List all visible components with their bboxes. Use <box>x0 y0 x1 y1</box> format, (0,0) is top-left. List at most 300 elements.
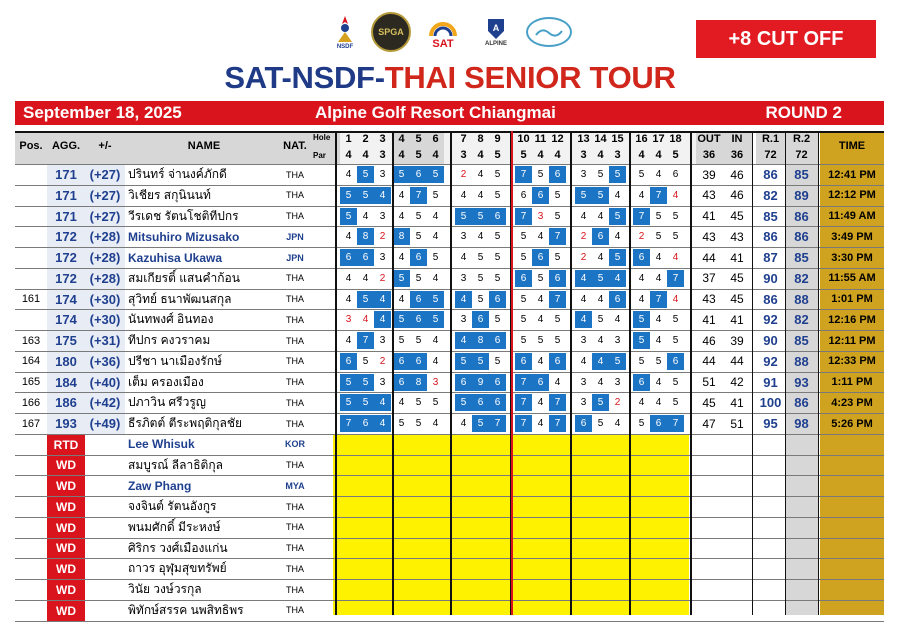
player-out-total: 51 <box>702 375 716 389</box>
hole-score: 5 <box>398 335 405 346</box>
hole-score: 5 <box>432 252 439 263</box>
player-nationality: THA <box>286 314 304 325</box>
hole-score: 6 <box>410 353 427 370</box>
player-nationality: MYA <box>285 480 305 491</box>
player-aggregate: 175 <box>55 333 77 348</box>
hole-score: 7 <box>340 415 357 432</box>
r2-par: 72 <box>795 149 808 161</box>
hole-score: 4 <box>460 189 467 201</box>
hole-score: 6 <box>515 270 532 287</box>
hole-par: 4 <box>477 149 484 161</box>
withdrawn-status: WD <box>47 601 85 621</box>
player-round1: 95 <box>763 416 778 431</box>
hole-score: 4 <box>477 189 484 201</box>
hole-score: 4 <box>655 314 662 326</box>
hole-score: 5 <box>537 335 544 346</box>
hole-par: 5 <box>672 149 679 161</box>
hole-score: 6 <box>667 353 684 370</box>
alpine-logo <box>476 10 516 54</box>
hole-score: 8 <box>410 374 427 391</box>
hole-score: 4 <box>614 418 621 429</box>
hole-score: 5 <box>494 252 501 263</box>
hole-score: 5 <box>415 210 422 222</box>
hole-number: 3 <box>379 133 386 145</box>
hole-par: 4 <box>362 149 369 161</box>
player-name: พิทักษ์สรรค นพสิทธิพร <box>128 602 244 617</box>
player-nationality: THA <box>286 460 304 470</box>
hole-score: 4 <box>638 272 645 284</box>
hole-score: 4 <box>575 270 592 287</box>
hole-score: 6 <box>672 169 679 180</box>
hole-score: 5 <box>427 166 444 183</box>
hole-score: 3 <box>614 376 621 388</box>
player-pos: 166 <box>21 396 41 409</box>
hole-number: 16 <box>635 133 648 145</box>
hole-score: 5 <box>472 353 489 370</box>
hole-score: 6 <box>489 208 506 225</box>
nsdf-logo <box>328 10 362 54</box>
player-pos: 167 <box>21 417 41 430</box>
hole-score: 6 <box>357 415 374 432</box>
hole-score: 5 <box>357 291 374 308</box>
hole-par: 4 <box>345 149 352 161</box>
player-nationality: JPN <box>286 252 304 263</box>
player-round2: 86 <box>794 395 809 411</box>
hole-par: 4 <box>537 149 544 161</box>
player-aggregate: 174 <box>55 291 77 307</box>
player-in-total: 41 <box>730 312 744 327</box>
player-round2: 98 <box>794 416 809 431</box>
hole-score: 5 <box>415 335 422 346</box>
hole-score: 4 <box>592 353 609 370</box>
hole-score: 5 <box>672 335 679 346</box>
col-header-time: TIME <box>838 140 866 152</box>
player-round1: 86 <box>763 167 778 182</box>
player-out-total: 44 <box>702 250 716 265</box>
hole-score: 5 <box>655 231 662 243</box>
hole-group-divider <box>690 131 692 615</box>
player-nationality: THA <box>286 335 304 346</box>
hole-score: 6 <box>410 166 427 183</box>
player-tee-time: 3:49 PM <box>831 230 873 243</box>
hole-score: 2 <box>379 355 386 367</box>
player-name: Zaw Phang <box>128 478 192 493</box>
hole-score: 6 <box>650 415 667 432</box>
player-in-total: 43 <box>730 229 744 244</box>
hole-number: 9 <box>494 133 501 145</box>
hole-score: 6 <box>410 311 427 328</box>
player-pos: 163 <box>21 334 41 347</box>
hole-score: 5 <box>520 231 527 243</box>
withdrawn-status: WD <box>47 476 85 496</box>
player-out-total: 43 <box>702 292 716 306</box>
hole-score: 4 <box>537 355 544 367</box>
hole-score: 5 <box>592 270 609 287</box>
hole-par: 3 <box>379 149 386 161</box>
player-nationality: THA <box>286 190 304 201</box>
hole-score: 6 <box>532 187 549 204</box>
withdrawn-status: RTD <box>47 435 85 455</box>
player-name: สมบูรณ์ ลีลาธิติกุล <box>128 457 223 472</box>
player-aggregate: 186 <box>55 395 77 411</box>
out-par: 36 <box>702 149 716 161</box>
hole-score: 6 <box>472 394 489 411</box>
hole-score: 5 <box>655 210 662 222</box>
player-nationality: THA <box>286 522 304 533</box>
player-tee-time: 5:26 PM <box>831 417 873 430</box>
withdrawn-status: WD <box>47 539 85 559</box>
hole-score: 5 <box>554 252 561 263</box>
player-in-total: 42 <box>730 375 744 389</box>
col-header-r2: R.2 <box>792 133 811 145</box>
hole-score: 5 <box>609 249 626 266</box>
player-out-total: 41 <box>702 209 716 223</box>
hole-score: 4 <box>432 335 439 346</box>
hole-score: 4 <box>374 187 391 204</box>
player-round2: 86 <box>794 229 809 245</box>
hole-score: 3 <box>580 376 587 388</box>
player-round2: 82 <box>794 312 809 328</box>
player-out-total: 46 <box>702 333 716 348</box>
hole-score: 5 <box>609 166 626 183</box>
player-nationality: THA <box>286 273 304 284</box>
player-out-total: 44 <box>702 354 716 369</box>
hole-score: 6 <box>489 332 506 349</box>
hole-score: 3 <box>614 335 621 346</box>
hole-score: 6 <box>532 374 549 391</box>
hole-score: 4 <box>655 272 662 284</box>
hole-score: 4 <box>477 231 484 243</box>
event-round: ROUND 2 <box>765 103 842 122</box>
player-round1: 92 <box>763 312 778 328</box>
hole-score: 8 <box>357 228 374 245</box>
hole-score: 5 <box>494 272 501 284</box>
hole-score: 5 <box>520 314 527 326</box>
hole-par: 3 <box>614 149 621 161</box>
hole-score: 4 <box>537 397 544 409</box>
total-divider <box>785 131 786 615</box>
player-out-total: 47 <box>702 416 716 431</box>
spga-logo <box>371 12 411 52</box>
hole-score: 5 <box>672 314 679 326</box>
player-name: ปรีชา นาเมืองรักษ์ <box>128 353 222 368</box>
hole-score: 4 <box>362 314 369 326</box>
hole-score: 7 <box>667 415 684 432</box>
player-tee-time: 1:11 PM <box>831 376 873 388</box>
hole-score: 7 <box>357 332 374 349</box>
alpine-logo-text: ALPINE <box>484 40 507 47</box>
hole-score: 4 <box>374 415 391 432</box>
hole-score: 3 <box>460 314 467 326</box>
hole-score: 5 <box>609 353 626 370</box>
player-name: ปรินทร์ จ่านงค์ภักดี <box>128 167 227 181</box>
player-to-par: (+30) <box>89 312 121 328</box>
player-round1: 90 <box>763 333 778 348</box>
player-aggregate: 171 <box>55 208 77 224</box>
hole-group-divider <box>570 131 572 615</box>
sat-logo-text: SAT <box>432 38 454 50</box>
hole-score: 3 <box>580 397 587 409</box>
hole-score: 6 <box>575 415 592 432</box>
total-divider <box>818 131 819 615</box>
player-round2: 85 <box>794 167 809 182</box>
hole-score: 4 <box>614 314 621 326</box>
hole-score: 2 <box>379 231 386 243</box>
hole-score: 6 <box>455 374 472 391</box>
hole-score: 4 <box>345 293 352 305</box>
player-to-par: (+40) <box>89 374 121 390</box>
player-round1: 87 <box>763 250 778 265</box>
hole-score: 5 <box>393 311 410 328</box>
hole-score: 5 <box>554 189 561 201</box>
hole-score: 6 <box>592 228 609 245</box>
player-aggregate: 172 <box>55 270 77 286</box>
hole-score: 4 <box>345 169 352 180</box>
player-aggregate: 172 <box>55 250 77 265</box>
hole-score: 7 <box>549 415 566 432</box>
hole-number: 5 <box>415 133 422 145</box>
hole-score: 6 <box>532 249 549 266</box>
player-round2: 82 <box>794 270 809 286</box>
hole-score: 4 <box>655 397 662 409</box>
player-pos: 165 <box>21 376 41 388</box>
player-name: วิเชียร สกุนินนท์ <box>128 187 211 202</box>
hole-par: 4 <box>597 149 604 161</box>
hole-score: 5 <box>554 335 561 346</box>
player-to-par: (+42) <box>89 395 121 411</box>
player-to-par: (+27) <box>89 167 121 182</box>
player-out-total: 45 <box>702 395 716 410</box>
hole-score: 4 <box>554 376 561 388</box>
player-round2: 89 <box>794 187 809 203</box>
hole-score: 4 <box>672 252 679 263</box>
hole-score: 4 <box>672 293 679 305</box>
hole-score: 6 <box>340 353 357 370</box>
player-pos: 164 <box>21 355 41 368</box>
hole-score: 4 <box>580 210 587 222</box>
hole-group-divider <box>629 131 631 615</box>
hole-par: 4 <box>432 149 439 161</box>
alpine-crest-icon <box>486 17 506 41</box>
hole-score: 4 <box>398 189 405 201</box>
hole-score: 4 <box>580 355 587 367</box>
hole-score: 7 <box>650 187 667 204</box>
player-round2: 85 <box>794 333 809 348</box>
hole-score: 5 <box>494 169 501 180</box>
hole-par: 5 <box>494 149 501 161</box>
player-round1: 82 <box>763 187 778 203</box>
player-tee-time: 1:01 PM <box>831 293 873 305</box>
par-label: Par <box>313 151 326 160</box>
hole-score: 4 <box>398 252 405 263</box>
hole-score: 5 <box>357 394 374 411</box>
player-name: ธีรภิตต์ ตีระพฤติกุลชัย <box>128 416 243 430</box>
player-in-total: 41 <box>730 395 744 410</box>
hole-score: 4 <box>655 252 662 263</box>
player-name: จงจินต์ รัตนอังกูร <box>128 499 217 513</box>
hole-score: 5 <box>477 293 484 305</box>
player-round2: 93 <box>794 374 809 390</box>
hole-score: 7 <box>515 394 532 411</box>
hole-score: 7 <box>515 166 532 183</box>
hole-score: 3 <box>345 314 352 326</box>
hole-score: 3 <box>460 231 467 243</box>
sat-logo <box>423 10 463 54</box>
player-to-par: (+36) <box>89 353 121 369</box>
player-pos: 161 <box>21 293 41 305</box>
hole-score: 6 <box>633 374 650 391</box>
sat-emblem-icon <box>425 14 461 38</box>
hole-score: 5 <box>340 394 357 411</box>
hole-score: 5 <box>520 252 527 263</box>
hole-score: 6 <box>633 249 650 266</box>
hole-score: 3 <box>537 210 544 222</box>
hole-score: 4 <box>575 311 592 328</box>
player-to-par: (+27) <box>89 208 121 224</box>
hole-score: 7 <box>515 415 532 432</box>
nsdf-logo-text: NSDF <box>336 43 354 50</box>
hole-score: 4 <box>398 293 405 305</box>
hole-score: 3 <box>379 252 386 263</box>
r1-par: 72 <box>764 149 777 161</box>
hole-score: 5 <box>455 394 472 411</box>
player-aggregate: 184 <box>55 374 77 390</box>
player-tee-time: 12:33 PM <box>828 355 876 368</box>
hole-score: 5 <box>520 293 527 305</box>
player-round1: 86 <box>763 229 778 245</box>
hole-score: 5 <box>415 272 422 284</box>
player-pos <box>15 311 47 328</box>
hole-score: 4 <box>614 189 621 201</box>
withdrawn-status: WD <box>47 497 85 517</box>
hole-score: 7 <box>667 270 684 287</box>
hole-score: 4 <box>398 397 405 409</box>
player-in-total: 45 <box>730 292 744 306</box>
hole-score: 3 <box>432 376 439 388</box>
hole-score: 4 <box>455 291 472 308</box>
hole-score: 7 <box>515 208 532 225</box>
hole-score: 4 <box>362 210 369 222</box>
player-to-par: (+27) <box>89 187 121 203</box>
player-round1: 86 <box>763 291 778 307</box>
hole-score: 6 <box>489 394 506 411</box>
hole-number: 8 <box>477 133 484 145</box>
hole-score: 5 <box>672 231 679 243</box>
hole-score: 5 <box>575 187 592 204</box>
hole-score: 8 <box>393 228 410 245</box>
hole-score: 5 <box>398 418 405 429</box>
player-pos <box>15 187 47 204</box>
hole-score: 5 <box>597 418 604 429</box>
hole-score: 7 <box>549 228 566 245</box>
player-tee-time: 11:55 AM <box>828 272 876 285</box>
player-nationality: THA <box>286 584 304 595</box>
col-header-pos: Pos. <box>19 140 43 152</box>
title-part-thai-senior-tour: THAI SENIOR TOUR <box>384 60 676 95</box>
hole-score: 5 <box>427 291 444 308</box>
hole-score: 9 <box>472 374 489 391</box>
hole-score: 4 <box>638 397 645 409</box>
hole-score: 4 <box>398 210 405 222</box>
player-to-par: (+30) <box>89 291 121 307</box>
hole-score: 5 <box>415 418 422 429</box>
spga-logo-text: SPGA <box>378 27 404 37</box>
hole-score: 4 <box>597 376 604 388</box>
player-round1: 100 <box>759 395 782 411</box>
player-pos <box>15 249 47 266</box>
player-aggregate: 174 <box>55 312 77 328</box>
hole-score: 5 <box>415 397 422 409</box>
hole-score: 5 <box>537 169 544 180</box>
hole-score: 4 <box>432 355 439 367</box>
hole-score: 5 <box>592 187 609 204</box>
player-tee-time: 3:30 PM <box>831 251 873 264</box>
hole-score: 4 <box>537 293 544 305</box>
player-to-par: (+28) <box>89 229 121 245</box>
player-nationality: THA <box>286 211 304 221</box>
player-name: ถาวร อุฬุมสุขทรัพย์ <box>128 561 227 576</box>
player-nationality: THA <box>286 294 304 304</box>
player-aggregate: 193 <box>55 416 77 431</box>
hole-score: 5 <box>415 231 422 243</box>
player-in-total: 44 <box>730 354 744 369</box>
hole-score: 5 <box>672 376 679 388</box>
hole-score: 3 <box>379 335 386 346</box>
hole-score: 4 <box>537 314 544 326</box>
hole-score: 6 <box>410 249 427 266</box>
player-out-total: 39 <box>702 167 716 182</box>
hole-score: 6 <box>472 311 489 328</box>
col-header-in: IN <box>731 133 743 145</box>
hole-number: 1 <box>345 133 352 145</box>
player-aggregate: 172 <box>55 229 77 245</box>
hole-score: 3 <box>379 169 386 180</box>
player-name: วีรเดช รัตนโชติทีปกร <box>128 208 239 223</box>
hole-score: 4 <box>432 231 439 243</box>
hole-score: 5 <box>477 272 484 284</box>
player-nationality: THA <box>286 356 304 367</box>
player-nationality: THA <box>286 501 304 512</box>
col-header-name: NAME <box>187 140 221 152</box>
event-venue: Alpine Golf Resort Chiangmai <box>315 103 556 122</box>
player-aggregate: 171 <box>55 187 77 203</box>
hole-number: 18 <box>669 133 682 145</box>
hole-score: 5 <box>592 394 609 411</box>
hole-score: 5 <box>638 355 645 367</box>
hole-number: 2 <box>362 133 369 145</box>
hole-score: 4 <box>362 272 369 284</box>
withdrawn-status: WD <box>47 456 85 476</box>
event-date: September 18, 2025 <box>23 103 182 122</box>
player-to-par: (+31) <box>89 333 121 348</box>
hole-group-divider <box>450 131 452 615</box>
hole-score: 4 <box>597 335 604 346</box>
player-in-total: 46 <box>730 188 744 203</box>
player-round1: 91 <box>763 374 778 390</box>
hole-score: 6 <box>549 166 566 183</box>
hole-score: 7 <box>410 187 427 204</box>
hole-score: 5 <box>633 332 650 349</box>
col-header-r1: R.1 <box>761 133 780 145</box>
hole-score: 4 <box>580 293 587 305</box>
hole-score: 2 <box>614 397 621 409</box>
hole-score: 5 <box>672 210 679 222</box>
hole-score: 5 <box>357 187 374 204</box>
hole-score: 4 <box>597 293 604 305</box>
hole-score: 4 <box>477 169 484 180</box>
hole-score: 7 <box>549 394 566 411</box>
player-nationality: KOR <box>285 439 305 450</box>
